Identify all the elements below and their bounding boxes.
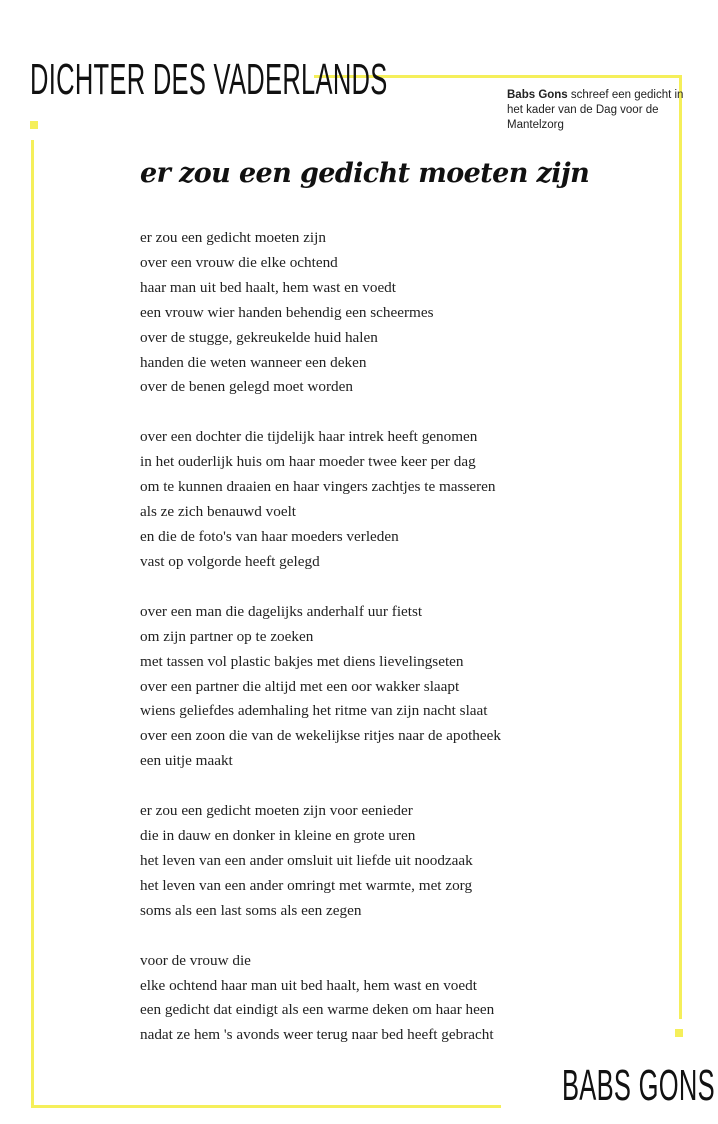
poem-line: in het ouderlijk huis om haar moeder twee keer per dag: [140, 453, 476, 471]
stanza: [140, 226, 660, 400]
author-signature: BABS GONS: [562, 1061, 715, 1110]
poem-line: over een man die dagelijks anderhalf uur fietst: [140, 602, 423, 620]
poem-line: soms als een last soms als een zegen: [140, 901, 362, 919]
stanza: [140, 949, 660, 1049]
poem-line: er zou een gedicht moeten zijn voor eenieder: [140, 802, 413, 820]
poem-line: over de stugge, gekreukelde huid halen: [140, 328, 378, 346]
poem-line: voor de vrouw die: [140, 951, 251, 969]
stanza: [140, 600, 660, 774]
poem-line: over een dochter die tijdelijk haar intrek heeft genomen: [140, 428, 478, 446]
poem-line: over de benen gelegd moet worden: [140, 378, 353, 396]
poem-line: over een vrouw die elke ochtend: [140, 253, 338, 271]
poem-line: nadat ze hem 's avonds weer terug naar bed heeft gebracht: [140, 1026, 494, 1044]
intro-author: Babs Gons: [507, 89, 568, 101]
poem-line: het leven van een ander omsluit uit liefde uit noodzaak: [140, 851, 473, 869]
stanza: [140, 425, 660, 574]
stanza: [140, 799, 660, 924]
intro-note: [507, 88, 687, 133]
frame-left-line: [31, 140, 34, 1108]
poem-line: een uitje maakt: [140, 752, 233, 770]
poem-line: haar man uit bed haalt, hem wast en voedt: [140, 278, 396, 296]
poem-line: als ze zich benauwd voelt: [140, 503, 297, 521]
poem-line: om te kunnen draaien en haar vingers zachtjes te masseren: [140, 478, 496, 496]
frame-corner-dot-top-left: [30, 121, 38, 129]
poem-line: handen die weten wanneer een deken: [140, 353, 367, 371]
poem-line: elke ochtend haar man uit bed haalt, hem wast en voedt: [140, 976, 477, 994]
poem-title: er zou een gedicht moeten zijn: [140, 158, 590, 189]
frame-bottom-line: [31, 1105, 501, 1108]
poem-line: vast op volgorde heeft gelegd: [140, 552, 320, 570]
frame-right-line: [679, 75, 682, 1019]
poem-line: om zijn partner op te zoeken: [140, 627, 314, 645]
poem-line: een vrouw wier handen behendig een scheermes: [140, 303, 434, 321]
frame-corner-dot-bottom-right: [675, 1029, 683, 1037]
poem-line: met tassen vol plastic bakjes met diens lievelingseten: [140, 652, 464, 670]
poem-line: een gedicht dat eindigt als een warme deken om haar heen: [140, 1001, 495, 1019]
poem-line: over een partner die altijd met een oor wakker slaapt: [140, 677, 460, 695]
poem-line: over een zoon die van de wekelijkse ritjes naar de apotheek: [140, 727, 501, 745]
intro-text: schreef een gedicht in het kader van de Dag voor de Mantelzorg: [507, 89, 684, 131]
poem-body: [140, 226, 660, 1073]
poem-line: en die de foto's van haar moeders verleden: [140, 527, 399, 545]
series-title: DICHTER DES VADERLANDS: [30, 55, 388, 104]
poem-line: er zou een gedicht moeten zijn: [140, 229, 326, 246]
poem-line: die in dauw en donker in kleine en grote uren: [140, 827, 416, 845]
poem-line: wiens geliefdes ademhaling het ritme van zijn nacht slaat: [140, 702, 488, 720]
poem-line: het leven van een ander omringt met warmte, met zorg: [140, 876, 473, 894]
